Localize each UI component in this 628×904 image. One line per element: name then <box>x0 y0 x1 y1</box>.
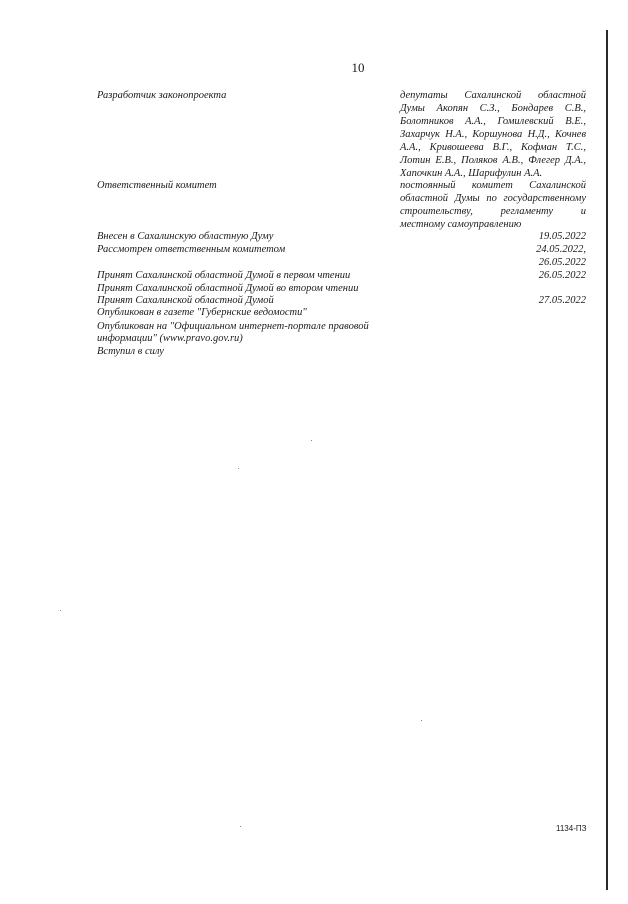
developer-line: Захарчук Н.А., Коршунова Н.Д., Кочнев <box>400 129 586 140</box>
page-edge-line <box>606 30 608 890</box>
scan-speck <box>240 826 241 827</box>
developer-line: депутаты Сахалинской областной <box>400 90 586 101</box>
committee-line: областной Думы по государственному <box>400 193 586 204</box>
developer-block <box>400 89 586 180</box>
developer-line: Хапочкин А.А., Шарифулин А.А. <box>400 168 543 179</box>
developer-line: Болотников А.А., Гомилевский В.Е., <box>400 116 586 127</box>
developer-line: А.А., Кривошеева В.Г., Кофман Т.С., <box>400 142 586 153</box>
event-label: Рассмотрен ответственным комитетом <box>97 244 286 255</box>
event-label: Принят Сахалинской областной Думой в первом чтении <box>97 270 351 281</box>
event-date: 24.05.2022, <box>536 244 586 255</box>
event-date: 19.05.2022 <box>538 231 586 242</box>
developer-label: Разработчик законопроекта <box>97 90 227 101</box>
event-date: 27.05.2022 <box>538 295 586 306</box>
developer-line: Думы Акопян С.З., Бондарев С.В., <box>400 103 586 114</box>
committee-label: Ответственный комитет <box>97 180 217 191</box>
scan-speck <box>238 468 239 469</box>
event-date: 26.05.2022 <box>538 257 586 268</box>
committee-line: строительству, регламенту и <box>400 206 586 217</box>
event-date: 26.05.2022 <box>538 270 586 281</box>
event-label: Принят Сахалинской областной Думой во втором чтении <box>97 283 359 294</box>
footer-code: 1134-ПЗ <box>556 824 587 833</box>
scan-speck <box>311 440 312 441</box>
committee-line: постоянный комитет Сахалинской <box>400 180 586 191</box>
scan-speck <box>60 610 61 611</box>
event-label: Вступил в силу <box>97 346 164 357</box>
event-label: Внесен в Сахалинскую областную Думу <box>97 231 274 242</box>
event-label: Опубликован на "Официальном интернет-портале правовой <box>97 321 369 332</box>
committee-block <box>400 179 586 231</box>
event-label: информации" (www.pravo.gov.ru) <box>97 333 243 344</box>
page-number: 10 <box>351 60 365 75</box>
event-label: Опубликован в газете "Губернские ведомости" <box>97 307 307 318</box>
event-label: Принят Сахалинской областной Думой <box>97 295 274 306</box>
scan-speck <box>421 720 422 721</box>
committee-line: местному самоуправлению <box>400 219 522 230</box>
developer-line: Лотин Е.В., Поляков А.В., Флегер Д.А., <box>400 155 586 166</box>
